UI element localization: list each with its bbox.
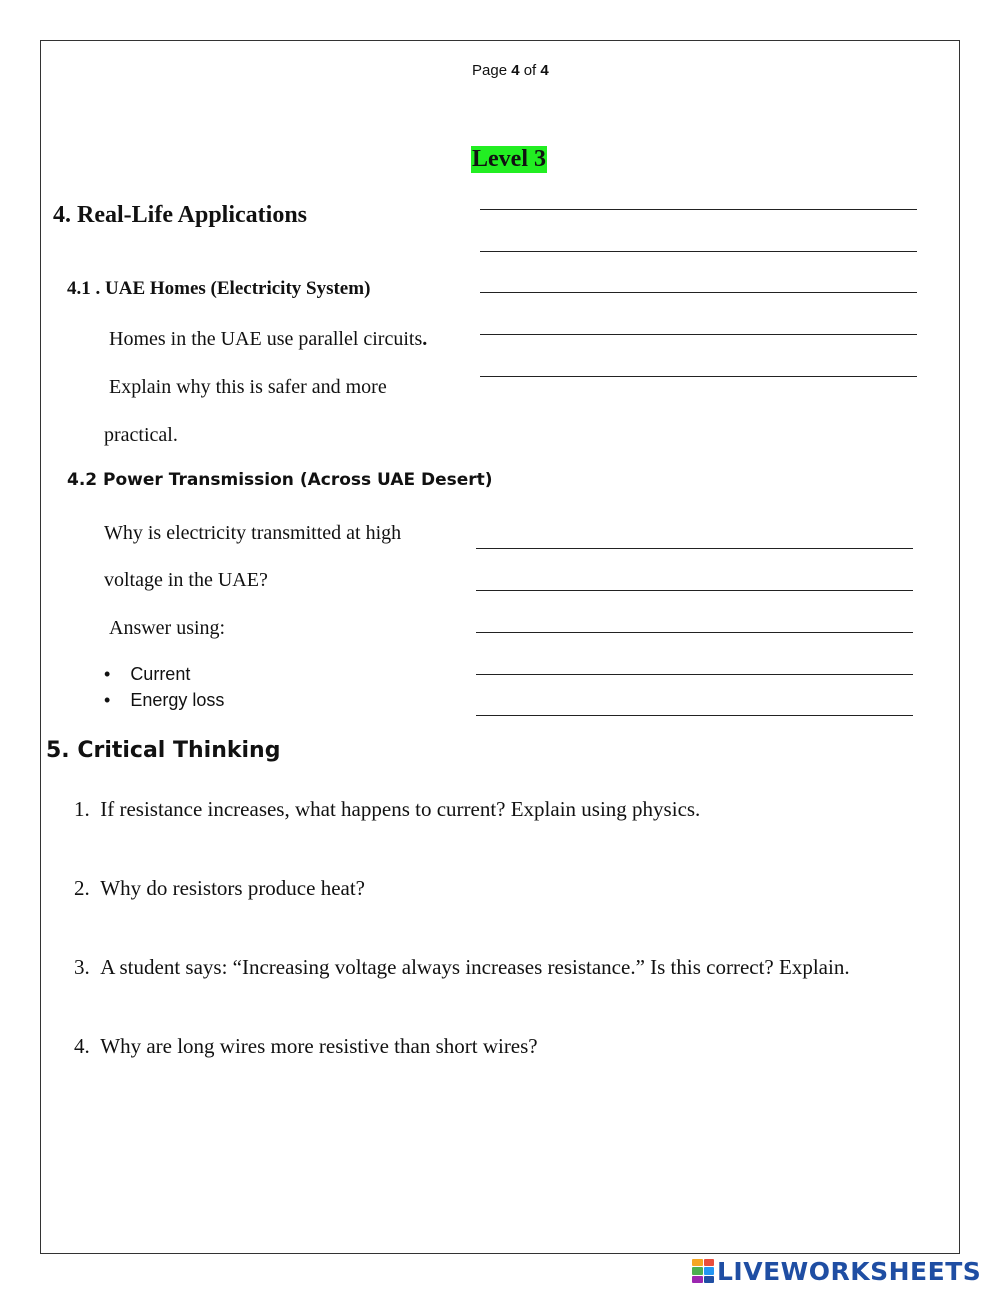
answer-line[interactable] — [476, 674, 913, 675]
answer-line[interactable] — [480, 292, 917, 293]
question-4-1-line-1: Homes in the UAE use parallel circuits. — [109, 328, 428, 350]
bullet-item: • Current — [104, 664, 191, 684]
question-5-1: 1. If resistance increases, what happens to current? Explain using physics. — [74, 797, 701, 821]
answer-line[interactable] — [480, 251, 917, 252]
subsection-4-2-title: 4.2 Power Transmission (Across UAE Desert) — [67, 470, 493, 490]
answer-line[interactable] — [476, 548, 913, 549]
liveworksheets-logo[interactable] — [692, 1258, 981, 1284]
liveworksheets-logo-icon — [692, 1259, 714, 1283]
question-4-2-line-3: Answer using: — [109, 617, 226, 639]
question-4-1-line-3: practical. — [104, 424, 178, 446]
answer-line[interactable] — [476, 590, 913, 591]
question-5-2: 2. Why do resistors produce heat? — [74, 876, 365, 900]
bullet-item: • Energy loss — [104, 690, 225, 710]
answer-line[interactable] — [480, 334, 917, 335]
answer-line[interactable] — [476, 715, 913, 716]
question-4-1-line-2: Explain why this is safer and more — [109, 376, 387, 398]
question-5-3: 3. A student says: “Increasing voltage always increases resistance.” Is this correct? Explain. — [74, 955, 850, 979]
level-badge: Level 3 — [472, 146, 546, 172]
liveworksheets-logo-text: LIVEWORKSHEETS — [717, 1256, 982, 1286]
answer-line[interactable] — [480, 209, 917, 210]
question-5-4: 4. Why are long wires more resistive than short wires? — [74, 1034, 538, 1058]
question-4-2-line-1: Why is electricity transmitted at high — [104, 522, 402, 544]
answer-line[interactable] — [480, 376, 917, 377]
section-4-title: 4. Real-Life Applications — [53, 202, 308, 228]
section-5-title: 5. Critical Thinking — [46, 738, 281, 763]
question-4-2-line-2: voltage in the UAE? — [104, 569, 268, 591]
page-number: Page 4 of 4 — [472, 62, 549, 79]
answer-line[interactable] — [476, 632, 913, 633]
subsection-4-1-title: 4.1 . UAE Homes (Electricity System) — [67, 278, 371, 299]
